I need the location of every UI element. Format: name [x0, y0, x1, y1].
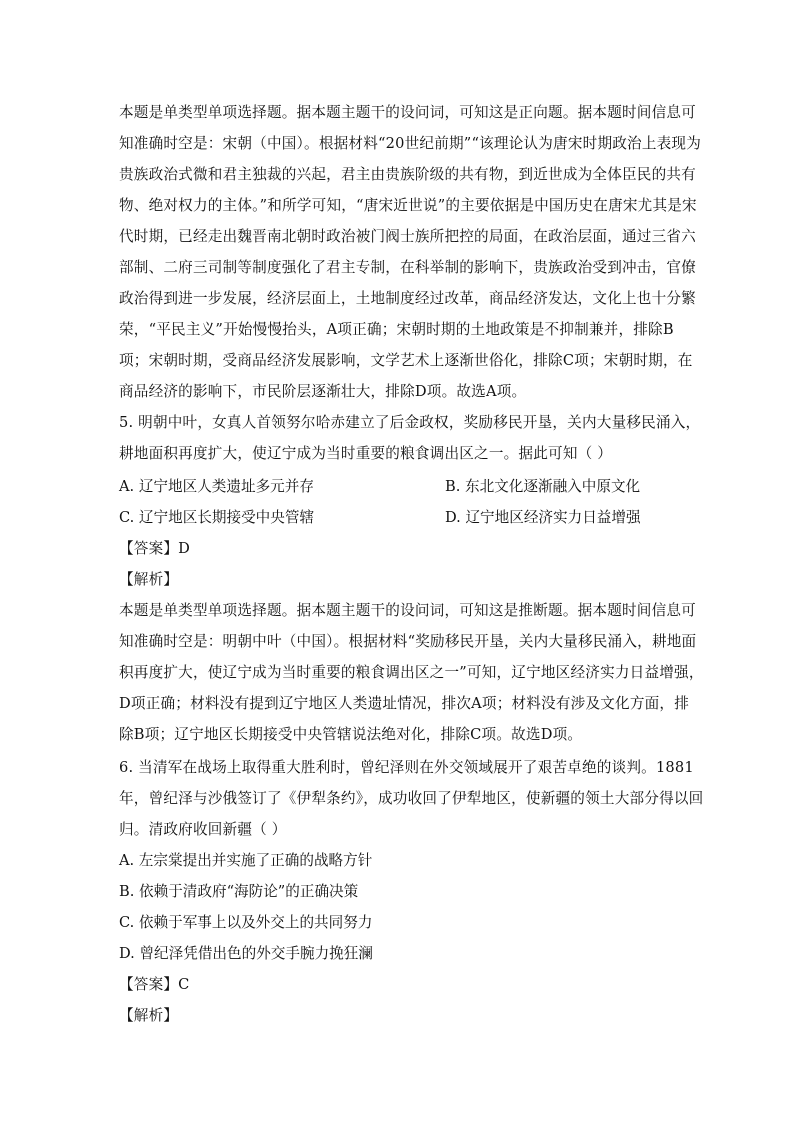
paragraph-line: 代时期，已经走出魏晋南北朝时政治被门阀士族所把控的局面，在政治层面，通过三省六 — [119, 228, 696, 245]
paragraph-line: 本题是单类型单项选择题。据本题主题干的设问词，可知这是正向题。据本题时间信息可 — [119, 104, 696, 121]
question-stem-line: 耕地面积再度扩大，使辽宁成为当时重要的粮食调出区之一。据此可知（ ） — [119, 445, 613, 462]
paragraph-line: 政治得到进一步发展，经济层面上，土地制度经过改革，商品经济发达，文化上也十分繁 — [119, 290, 696, 307]
option-b: B. 东北文化逐渐融入中原文化 — [445, 478, 641, 495]
option-d: D. 辽宁地区经济实力日益增强 — [445, 509, 641, 526]
analysis-line: D项正确；材料没有提到辽宁地区人类遗址情况，排次A项；材料没有涉及文化方面，排 — [119, 695, 690, 712]
option-c: C. 辽宁地区长期接受中央管辖 — [119, 509, 315, 526]
question-stem-line: 5. 明朝中叶，女真人首领努尔哈赤建立了后金政权，奖励移民开垦，关内大量移民涌入， — [119, 414, 701, 431]
answer-label: 【答案】D — [119, 540, 191, 557]
paragraph-line: 物、绝对权力的主体。”和所学可知，“唐宋近世说”的主要依据是中国历史在唐宋尤其是宋 — [119, 197, 697, 214]
paragraph-line: 部制、二府三司制等制度强化了君主专制，在科举制的影响下，贵族政治受到冲击，官僚 — [119, 259, 696, 276]
analysis-line: 除B项；辽宁地区长期接受中央管辖说法绝对化，排除C项。故选D项。 — [119, 726, 583, 743]
option-a: A. 左宗棠提出并实施了正确的战略方针 — [119, 852, 373, 869]
question-stem-line: 6. 当清军在战场上取得重大胜利时，曾纪泽则在外交领域展开了艰苦卓绝的谈判。1881 — [119, 759, 694, 776]
analysis-label: 【解析】 — [119, 571, 179, 588]
paragraph-line: 荣，“平民主义”开始慢慢抬头，A项正确；宋朝时期的土地政策是不抑制兼并，排除B — [119, 321, 674, 338]
question-stem-line: 年，曾纪泽与沙俄签订了《伊犁条约》，成功收回了伊犁地区，使新疆的领土大部分得以回 — [119, 790, 704, 807]
paragraph-line: 贵族政治式微和君主独裁的兴起，君主由贵族阶级的共有物，到近世成为全体臣民的共有 — [119, 166, 696, 183]
paragraph-line: 项；宋朝时期，受商品经济发展影响，文学艺术上逐渐世俗化，排除C项；宋朝时期，在 — [119, 352, 693, 369]
paragraph-line: 知准确时空是：宋朝（中国）。根据材料“20世纪前期”“该理论认为唐宋时期政治上表现为 — [119, 135, 702, 152]
question-stem-line: 归。清政府收回新疆（ ） — [119, 821, 287, 838]
option-d: D. 曾纪泽凭借出色的外交手腕力挽狂澜 — [119, 945, 373, 962]
analysis-line: 本题是单类型单项选择题。据本题主题干的设问词，可知这是推断题。据本题时间信息可 — [119, 602, 696, 619]
option-a: A. 辽宁地区人类遗址多元并存 — [119, 478, 314, 495]
analysis-line: 积再度扩大，使辽宁成为当时重要的粮食调出区之一”可知，辽宁地区经济实力日益增强， — [119, 664, 704, 681]
paragraph-line: 商品经济的影响下，市民阶层逐渐壮大，排除D项。故选A项。 — [119, 383, 527, 400]
answer-label: 【答案】C — [119, 976, 190, 993]
option-b: B. 依赖于清政府“海防论”的正确决策 — [119, 883, 359, 900]
option-c: C. 依赖于军事上以及外交上的共同努力 — [119, 914, 373, 931]
analysis-label: 【解析】 — [119, 1007, 179, 1024]
analysis-line: 知准确时空是：明朝中叶（中国）。根据材料“奖励移民开垦，关内大量移民涌入，耕地面 — [119, 633, 697, 650]
